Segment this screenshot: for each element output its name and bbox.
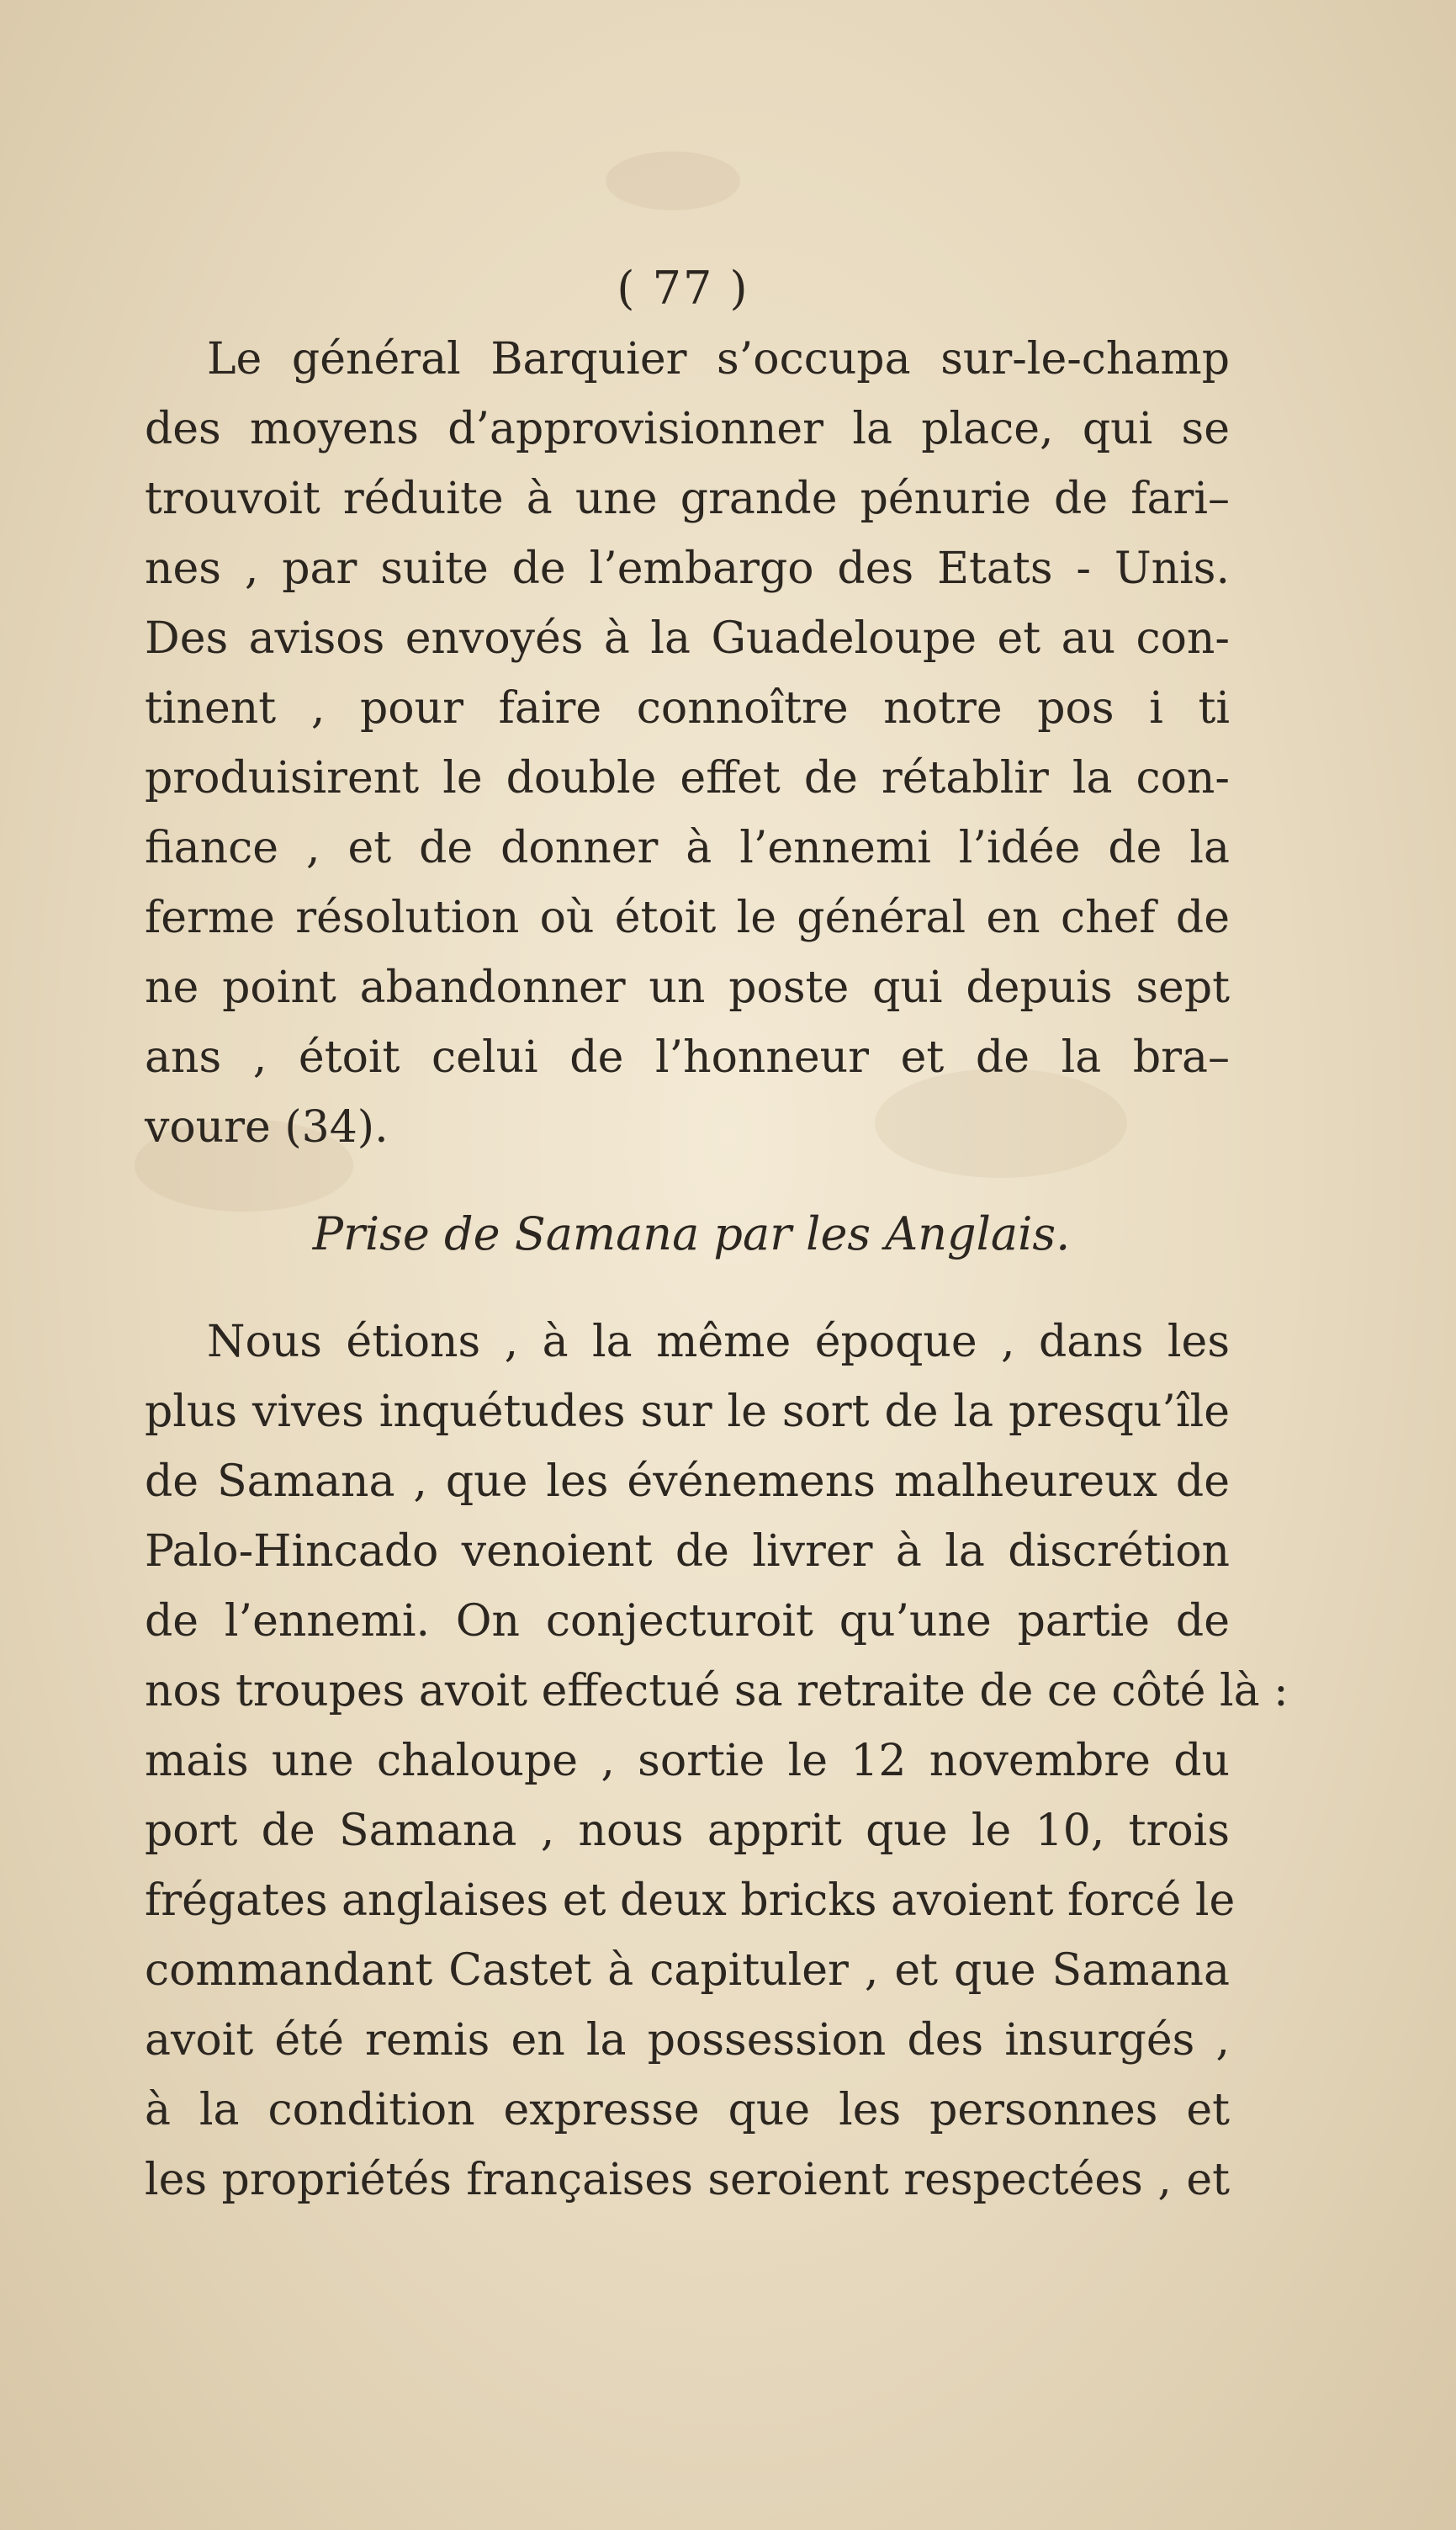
- text-line: avoit été remis en la possession des insurgés ,: [145, 2015, 1230, 2066]
- paper-stain: [606, 151, 740, 210]
- text-line: nos troupes avoit effectué sa retraite de ce côté là :: [145, 1666, 1289, 1716]
- paragraph-2: [145, 1307, 1289, 2215]
- text-line: plus vives inquétudes sur le sort de la presqu’île: [145, 1387, 1230, 1437]
- section-heading: Prise de Samana par les Anglais.: [312, 1207, 1071, 1260]
- text-line: produisirent le double effet de rétablir la con-: [145, 753, 1230, 804]
- text-line: nes , par suite de l’embargo des Etats - Unis.: [145, 544, 1230, 594]
- text-line: tinent , pour faire connoître notre pos i ti: [145, 683, 1230, 734]
- text-block: [145, 252, 1289, 2215]
- page-number: ( 77 ): [617, 262, 749, 315]
- text-line: ans , étoit celui de l’honneur et de la bra–: [145, 1032, 1230, 1083]
- text-line: les propriétés françaises seroient respectées , et: [145, 2155, 1230, 2205]
- paragraph-1: [145, 325, 1230, 1163]
- text-line: de l’ennemi. On conjecturoit qu’une partie de: [145, 1596, 1230, 1647]
- text-line: voure (34).: [145, 1102, 389, 1153]
- text-line: mais une chaloupe , sortie le 12 novembre du: [145, 1736, 1230, 1786]
- text-line: Nous étions , à la même époque , dans les: [207, 1317, 1230, 1367]
- text-line: Des avisos envoyés à la Guadeloupe et au con-: [145, 613, 1230, 664]
- text-line: fiance , et de donner à l’ennemi l’idée de la: [145, 823, 1230, 873]
- text-line: des moyens d’approvisionner la place, qui se: [145, 404, 1230, 454]
- text-line: Palo-Hincado venoient de livrer à la discrétion: [145, 1526, 1230, 1577]
- text-line: de Samana , que les événemens malheureux de: [145, 1456, 1230, 1507]
- text-line: trouvoit réduite à une grande pénurie de fari–: [145, 474, 1230, 524]
- text-line: frégates anglaises et deux bricks avoient forcé le: [145, 1875, 1236, 1926]
- text-line: port de Samana , nous apprit que le 10, trois: [145, 1806, 1230, 1856]
- text-line: Le général Barquier s’occupa sur-le-champ: [207, 334, 1230, 385]
- text-line: à la condition expresse que les personnes et: [145, 2085, 1230, 2135]
- text-line: ne point abandonner un poste qui depuis sept: [145, 963, 1230, 1013]
- text-line: commandant Castet à capituler , et que Samana: [145, 1945, 1230, 1996]
- text-line: ferme résolution où étoit le général en chef de: [145, 893, 1230, 943]
